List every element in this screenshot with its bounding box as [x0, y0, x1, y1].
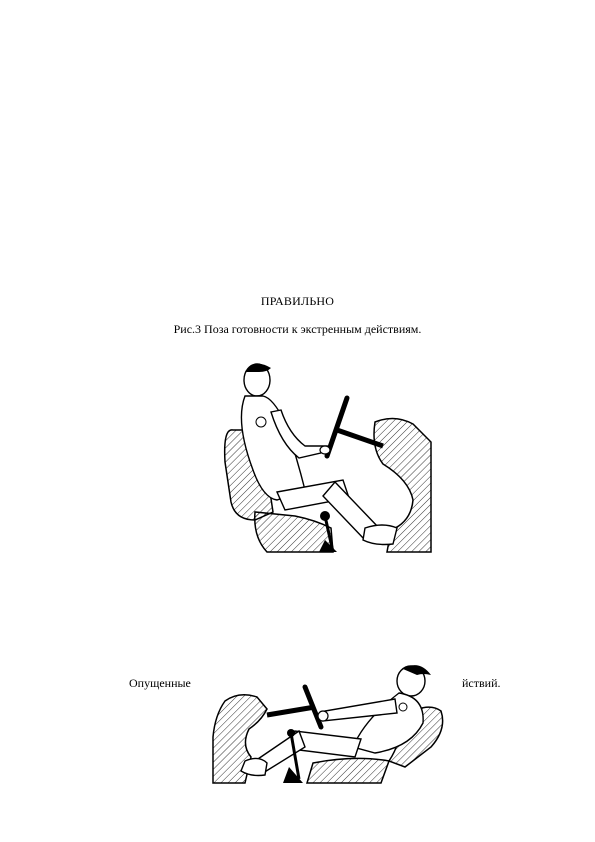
figure-4-caption-left: Опущенные [129, 676, 191, 690]
section-heading: ПРАВИЛЬНО [260, 294, 335, 308]
figure-4-caption-right: йствий. [462, 676, 501, 690]
figure-3-caption: Рис.3 Поза готовности к экстренным действиям. [173, 322, 422, 336]
reclined-driving-posture-illustration [205, 657, 455, 787]
correct-driving-posture-illustration [215, 352, 440, 562]
seat-cushion-shape [307, 758, 389, 783]
